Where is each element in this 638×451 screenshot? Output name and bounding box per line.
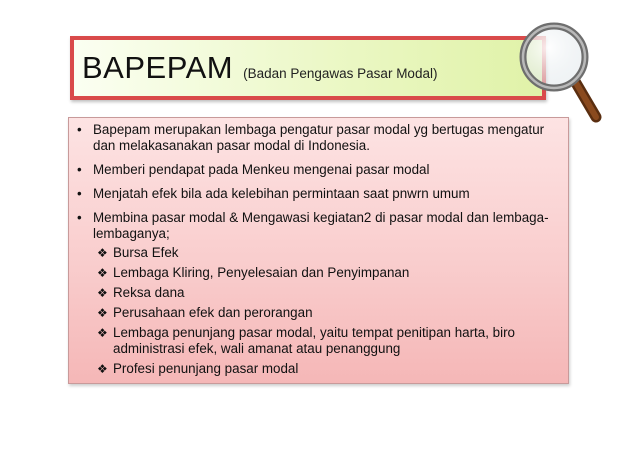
sub-list-item-text: Reksa dana <box>113 285 185 300</box>
diamond-bullet-icon: ❖ <box>97 326 108 340</box>
list-item <box>75 186 562 202</box>
slide-title: BAPEPAM <box>82 50 234 85</box>
bullet-icon: • <box>77 162 82 177</box>
sub-list <box>93 245 562 377</box>
list-item-text: Menjatah efek bila ada kelebihan permintaan saat pnwrn umum <box>93 186 470 201</box>
sub-list-item <box>97 361 562 377</box>
sub-list-item-text: Lembaga Kliring, Penyelesaian dan Penyimpanan <box>113 265 410 280</box>
magnifier-icon <box>514 19 604 123</box>
bullet-icon: • <box>77 186 82 201</box>
bullet-icon: • <box>77 210 82 225</box>
sub-list-item <box>97 325 562 357</box>
sub-list-item-text: Bursa Efek <box>113 245 179 260</box>
diamond-bullet-icon: ❖ <box>97 362 108 376</box>
bullet-icon: • <box>77 122 82 137</box>
diamond-bullet-icon: ❖ <box>97 286 108 300</box>
sub-list-item-text: Lembaga penunjang pasar modal, yaitu tempat penitipan harta, biro administrasi efek, wali amanat atau penanggung <box>113 325 515 356</box>
slide-subtitle: (Badan Pengawas Pasar Modal) <box>243 65 438 81</box>
bullet-list <box>75 122 562 377</box>
sub-list-item <box>97 265 562 281</box>
list-item-text: Bapepam merupakan lembaga pengatur pasar modal yg bertugas mengatur dan melakasanakan pasar modal di Indonesia. <box>93 122 545 153</box>
content-box <box>68 117 569 384</box>
sub-list-item <box>97 285 562 301</box>
list-item-text: Memberi pendapat pada Menkeu mengenai pasar modal <box>93 162 430 177</box>
list-item-text: Membina pasar modal & Mengawasi kegiatan2 di pasar modal dan lembaga-lembaganya; <box>93 210 549 241</box>
list-item <box>75 210 562 377</box>
title-box <box>70 36 546 100</box>
diamond-bullet-icon: ❖ <box>97 246 108 260</box>
list-item <box>75 122 562 154</box>
sub-list-item <box>97 305 562 321</box>
sub-list-item-text: Perusahaan efek dan perorangan <box>113 305 313 320</box>
sub-list-item-text: Profesi penunjang pasar modal <box>113 361 299 376</box>
diamond-bullet-icon: ❖ <box>97 266 108 280</box>
diamond-bullet-icon: ❖ <box>97 306 108 320</box>
list-item <box>75 162 562 178</box>
sub-list-item <box>97 245 562 261</box>
